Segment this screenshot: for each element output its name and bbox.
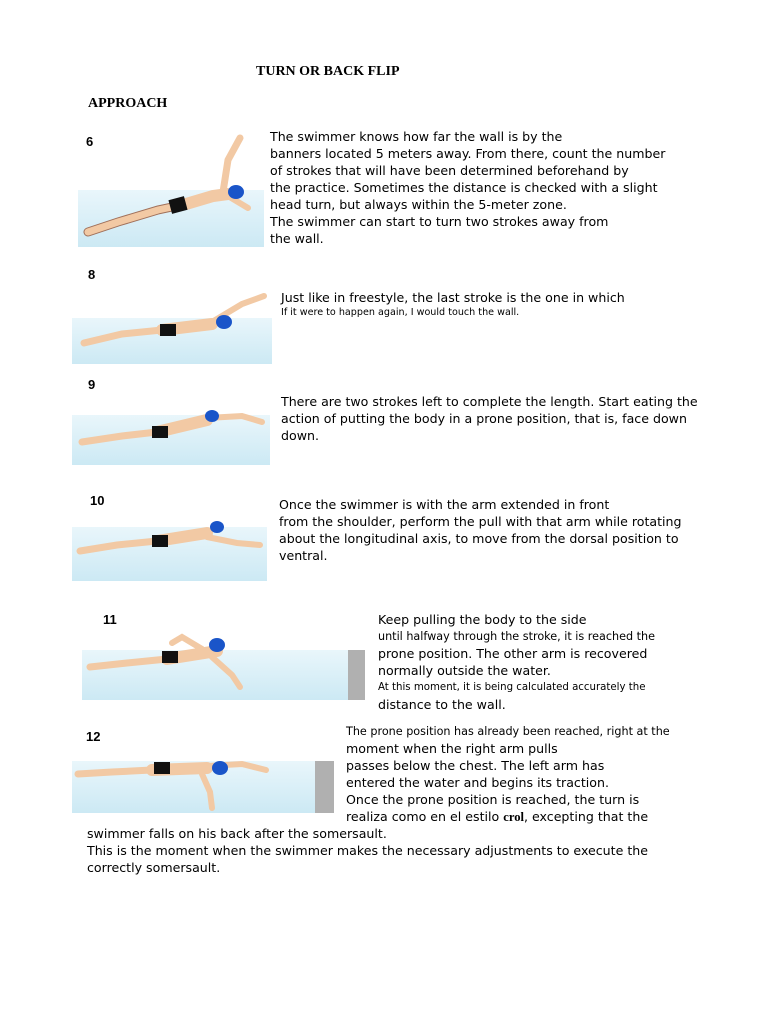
step-number: 11 <box>103 612 117 627</box>
swimmer-figure <box>72 752 315 812</box>
crol-term: crol <box>503 810 524 824</box>
pool-wall <box>348 650 365 700</box>
page-title: TURN OR BACK FLIP <box>256 64 400 79</box>
swimmer-figure <box>72 288 272 353</box>
step-number: 6 <box>86 134 94 149</box>
pool-wall <box>315 761 334 813</box>
step-text: The prone position has already been reached, right at the moment when the right arm pulls passes below the chest. The left arm has entered the water and begins its traction. Once the prone position is reached, the turn is realiza como en el estilo crol, excepting that the <box>346 725 670 824</box>
swimmer-figure <box>82 625 348 695</box>
step-text: Keep pulling the body to the side until halfway through the stroke, it is reached the prone position. The other arm is recovered normally outside the water. At this moment, it is being calculated accurately the distance to the wall. <box>378 612 656 712</box>
step-number: 10 <box>90 493 105 508</box>
crol-line: realiza como en el estilo crol, excepting that the <box>346 809 649 824</box>
step-number: 9 <box>88 377 96 392</box>
step-number: 12 <box>86 729 101 744</box>
step-text: There are two strokes left to complete the length. Start eating the action of putting the body in a prone position, that is, face down down. <box>281 394 698 443</box>
step-text: The swimmer knows how far the wall is by the banners located 5 meters away. From there, count the number of strokes that will have been determined beforehand by the practice. Sometimes the distance is checked with a slight head turn, but always within the 5-meter zone. The swimmer can start to turn two strokes away from the wall. <box>270 129 666 246</box>
swimmer-figure <box>72 400 270 455</box>
step-text: Just like in freestyle, the last stroke is the one in which If it were to happen again, I would touch the wall. <box>281 290 625 318</box>
swimmer-figure <box>78 130 264 245</box>
swimmer-figure <box>72 515 267 575</box>
step-text: Once the swimmer is with the arm extended in front from the shoulder, perform the pull with that arm while rotating about the longitudinal axis, to move from the dorsal position to ventral. <box>279 497 682 563</box>
step-text-continued: swimmer falls on his back after the somersault. This is the moment when the swimmer makes the necessary adjustments to execute the correctly somersault. <box>87 826 649 875</box>
section-heading: APPROACH <box>88 96 168 111</box>
step-number: 8 <box>88 267 96 282</box>
